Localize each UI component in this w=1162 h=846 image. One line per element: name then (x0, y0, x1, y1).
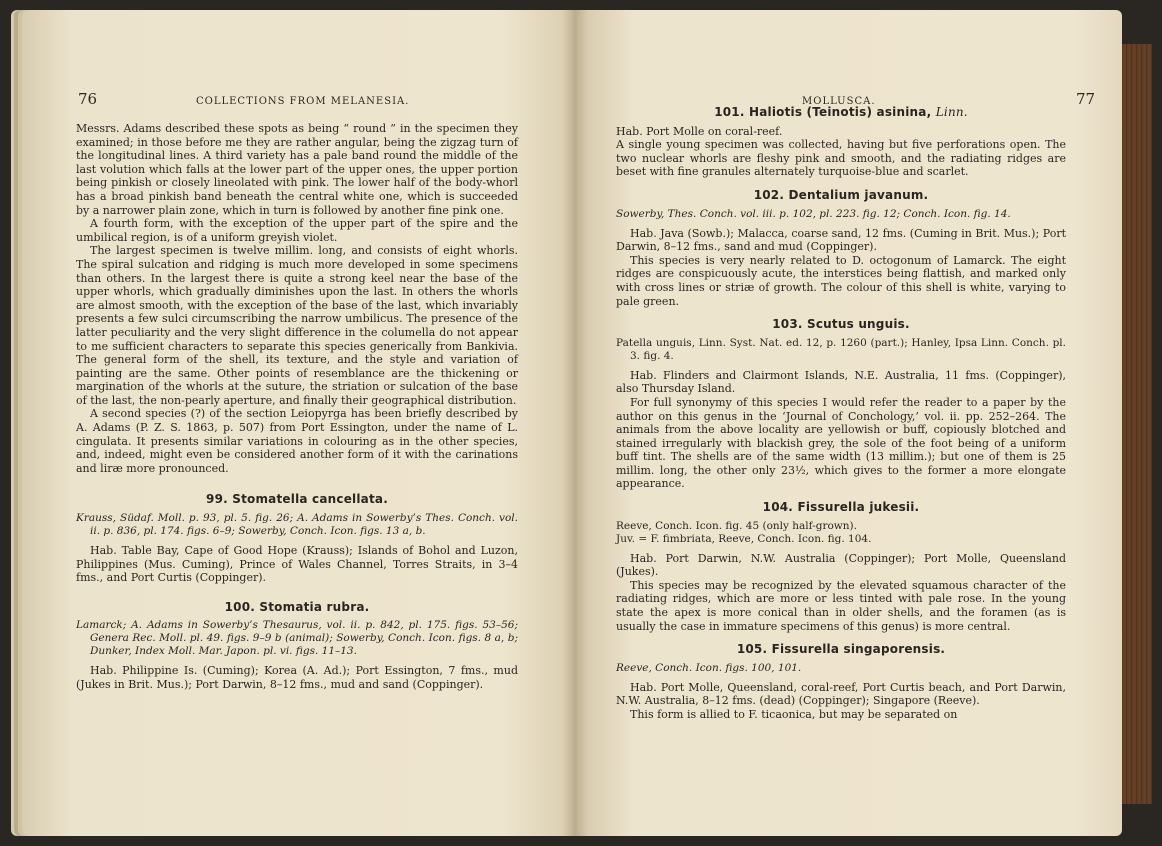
section-heading-103: 103. Scutus unguis. (772, 317, 910, 332)
paragraph: This species may be recognized by the elevated squamous character of the radiating ridges, which are more or less tinted with pale rose. In the young state the apex is more conical than in older shells, and the foramen (as is usually the case in immature specimens of this genus) is more central. (616, 578, 1066, 633)
section-heading-102: 102. Dentalium javanum. (753, 187, 929, 202)
habitat-105: Hab. Port Molle, Queensland, coral-reef, Port Curtis beach, and Port Darwin, N.W. Australia, 8–12 fms. (dead) (Coppinger); Singapore (Reeve). (616, 680, 1066, 708)
section-heading-101: 101. Haliotis (Teinotis) asinina, Linn. (714, 105, 968, 119)
habitat-103: Hab. Flinders and Clairmont Islands, N.E. Australia, 11 fms. (Coppinger), also Thursday Island. (616, 368, 1066, 396)
page-number-right: 77 (1076, 90, 1096, 108)
book-edge (1122, 44, 1152, 804)
reference-105: Reeve, Conch. Icon. figs. 100, 101. (616, 661, 802, 674)
reference-103: Patella unguis, Linn. Syst. Nat. ed. 12, p. 1260 (part.); Hanley, Ipsa Linn. Conch. pl. 3. fig. 4. (616, 336, 1066, 362)
habitat-102: Hab. Java (Sowb.); Malacca, coarse sand, 12 fms. (Cuming in Brit. Mus.); Port Darwin, 8–12 fms., sand and mud (Coppinger). (616, 226, 1066, 254)
section-heading-105: 105. Fissurella singaporensis. (736, 642, 946, 657)
section-heading-99: 99. Stomatella cancellata. (206, 492, 388, 507)
right-text-column (616, 106, 1066, 722)
habitat-101: Hab. Port Molle on coral-reef. (616, 124, 783, 138)
paragraph: This species is very nearly related to D. octogonum of Lamarck. The eight ridges are conspicuously acute, the interstices being flattish, and marked only with cross lines or striæ of growth. The colour of this shell is white, varying to pale green. (616, 253, 1066, 308)
reference-99: Krauss, Südaf. Moll. p. 93, pl. 5. fig. 26; A. Adams in Sowerby’s Thes. Conch. vol. ii. p. 836, pl. 174. figs. 6–9; Sowerby, Conch. Icon. figs. 13 a, b. (76, 512, 518, 538)
paragraph: A second species (?) of the section Leiopyrga has been briefly described by A. Adams (P. Z. S. 1863, p. 507) from Port Essington, under the name of L. cingulata. It presents similar variations in colouring as in the other species, and, indeed, might even be considered another form of it with the carinations and liræ more pronounced. (76, 407, 518, 475)
paragraph: The largest specimen is twelve millim. long, and consists of eight whorls. The spiral sulcation and ridging is much more developed in some specimens than others. In the largest there is quite a strong keel near the base of the upper whorls, which gradually diminishes upon the last. In others the whorls are almost smooth, with the exception of the base of the last, which invariably presents a few sulci circumscribing the narrow umbilicus. The presence of the latter peculiarity and the very slight difference in the columella do not appear to me sufficient characters to separate this species generically from Bankivia. The general form of the shell, its texture, and the style and variation of painting are the same. Other points of resemblance are the thickening or margination of the whorls at the suture, the striation or sulcation of the base of the last, the non-pearly aperture, and finally their geographical distribution. (76, 244, 518, 407)
section-heading-100: 100. Stomatia rubra. (224, 599, 370, 614)
paragraph: This form is allied to F. ticaonica, but may be separated on (630, 708, 958, 721)
paragraph: A single young specimen was collected, having but five perforations open. The two nuclear whorls are fleshy pink and smooth, and the radiating ridges are beset with fine granules alternately turquoise-blue and scarlet. (616, 138, 1066, 179)
open-book (8, 4, 1154, 842)
page-number-left: 76 (78, 90, 98, 108)
reference-102: Sowerby, Thes. Conch. vol. iii. p. 102, pl. 223. fig. 12; Conch. Icon. fig. 14. (616, 207, 1011, 220)
section-heading-104: 104. Fissurella jukesii. (762, 500, 920, 515)
paragraph: For full synonymy of this species I would refer the reader to a paper by the author on this genus in the ‘Journal of Conchology,’ vol. ii. pp. 252–264. The animals from the above locality are yellowish or buff, copiously blotched and stained irregularly with blackish grey, the sole of the foot being of a uniform buff tint. The shells are of the same width (13 millim.); but one of them is 25 millim. long, the other only 23½, which gives to the former a more elongate appearance. (616, 395, 1066, 491)
paragraph: Messrs. Adams described these spots as being “ round ” in the specimen they examined; in those before me they are rather angular, being the zigzag turn of the longitudinal lines. A third variety has a pale band round the middle of the last volution which falls at the lower part of the upper ones, the upper portion being pinkish or closely lineolated with pink. The lower half of the body-whorl has a broad pinkish band beneath the central white one, which is succeeded by a narrower plain zone, which in turn is followed by another fine pink one. (76, 122, 518, 217)
paragraph: A fourth form, with the exception of the upper part of the spire and the umbilical region, is of a uniform greyish violet. (76, 217, 518, 244)
right-page (574, 10, 1122, 836)
reference-104: Reeve, Conch. Icon. fig. 45 (only half-grown). (616, 519, 857, 532)
reference-104-juv: Juv. = F. fimbriata, Reeve, Conch. Icon. fig. 104. (616, 532, 872, 545)
running-head-left: COLLECTIONS FROM MELANESIA. (196, 96, 410, 107)
habitat-99: Hab. Table Bay, Cape of Good Hope (Krauss); Islands of Bohol and Luzon, Philippines (Mus. Cuming), Prince of Wales Channel, Torres Straits, in 3–4 fms., and Port Curtis (Coppinger). (76, 544, 518, 585)
reference-100: Lamarck; A. Adams in Sowerby’s Thesaurus, vol. ii. p. 842, pl. 175. figs. 53–56; Genera Rec. Moll. pl. 49. figs. 9–9 b (animal); Sowerby, Conch. Icon. figs. 8 a, b; Dunker, Index Moll. Mar. Japon. pl. vi. figs. 11–13. (76, 619, 518, 658)
left-page (22, 10, 574, 836)
habitat-104: Hab. Port Darwin, N.W. Australia (Coppinger); Port Molle, Queensland (Jukes). (616, 551, 1066, 579)
habitat-100: Hab. Philippine Is. (Cuming); Korea (A. Ad.); Port Essington, 7 fms., mud (Jukes in Brit. Mus.); Port Darwin, 8–12 fms., mud and sand (Coppinger). (76, 664, 518, 691)
left-text-column (76, 122, 518, 692)
running-head-right: MOLLUSCA. (802, 96, 876, 107)
